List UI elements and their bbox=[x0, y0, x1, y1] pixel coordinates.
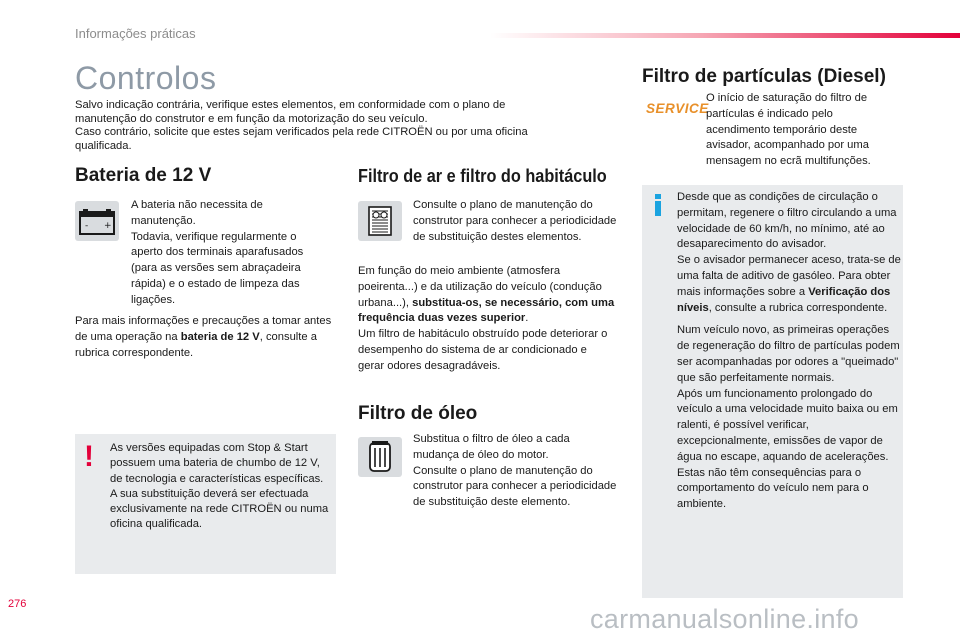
page-number: 276 bbox=[8, 598, 27, 610]
info-paragraph bbox=[677, 253, 901, 316]
battery-more-info bbox=[75, 314, 337, 361]
intro-line: Salvo indicação contrária, verifique estes elementos, em conformidade com o plano de bbox=[75, 99, 506, 111]
car-battery-icon bbox=[75, 201, 119, 241]
air-filter-heading: Filtro de ar e filtro do habitáculo bbox=[358, 165, 607, 186]
air-filter-paragraph: Um filtro de habitáculo obstruído pode deteriorar o desempenho do sistema de ar condicionado e gerar odores desagradáveis. bbox=[358, 328, 608, 372]
info-paragraph: Desde que as condições de circulação o permitam, regenere o filtro circulando a uma velocidade de 60 km/h, no mínimo, até ao desaparecimento do avisador. bbox=[677, 191, 897, 251]
battery-paragraph: A bateria não necessita de manutenção. bbox=[131, 199, 263, 227]
info-paragraph: Num veículo novo, as primeiras operações de regeneração do filtro de partículas podem ser acompanhadas por odores a "queimado" que são perfeitamente normais. bbox=[677, 324, 900, 384]
air-filter-icon bbox=[358, 201, 402, 241]
info-paragraph: Após um funcionamento prolongado do veículo a uma velocidade muito baixa ou em ralenti, é possível verificar, excepcionalmente, emissões de vapor de água no escape, aquando de acelerações. Estas não têm consequências para o comportamento do veículo nem para o ambiente. bbox=[677, 387, 898, 511]
battery-warning-box bbox=[75, 434, 336, 574]
air-filter-text1: Consulte o plano de manutenção do construtor para conhecer a periodicidade de substituição destes elementos. bbox=[413, 199, 617, 243]
battery-more-bold: bateria de 12 V bbox=[180, 330, 260, 343]
oil-filter-paragraph: Substitua o filtro de óleo a cada mudança de óleo do motor. bbox=[413, 433, 570, 461]
info-text-span: Se o avisador permanecer aceso, trata-se de uma falta de aditivo de gasóleo. Para obter mais informações sobre a bbox=[677, 254, 901, 298]
header-accent-bar bbox=[490, 33, 960, 38]
intro-line: qualificada. bbox=[75, 139, 132, 152]
air-filter-text: Em função do meio ambiente (atmosfera poeirenta...) e da utilização do veículo (condução urbana...), bbox=[358, 265, 602, 309]
warning-paragraph: A sua substituição deverá ser efectuada exclusivamente na rede CITROËN ou numa oficina qualificada. bbox=[110, 487, 329, 531]
battery-more-text: Para mais informações e precauções a tomar antes de uma operação na bbox=[75, 315, 332, 343]
service-warning-icon: SERVICE bbox=[646, 101, 709, 116]
page-title: Controlos bbox=[75, 60, 217, 96]
intro-text bbox=[75, 99, 595, 153]
oil-filter-text bbox=[413, 432, 618, 511]
info-text-bold: Verificação dos níveis bbox=[677, 285, 891, 314]
intro-line: manutenção do construtor e em função da motorização do seu veículo. bbox=[75, 112, 428, 125]
svg-text:-: - bbox=[85, 221, 89, 231]
warning-paragraph: As versões equipadas com Stop & Start possuem uma bateria de chumbo de 12 V, de tecnologia e características específicas. bbox=[110, 442, 324, 485]
oil-filter-paragraph: Consulte o plano de manutenção do construtor para conhecer a periodicidade de substituição deste elemento. bbox=[413, 464, 617, 509]
particle-filter-heading: Filtro de partículas (Diesel) bbox=[642, 66, 886, 87]
battery-heading: Bateria de 12 V bbox=[75, 165, 212, 186]
oil-filter-heading: Filtro de óleo bbox=[358, 403, 478, 424]
info-icon bbox=[653, 194, 663, 221]
air-filter-text2 bbox=[358, 264, 616, 375]
warning-exclamation-icon: ! bbox=[84, 440, 94, 473]
header-section-title: Informações práticas bbox=[75, 26, 196, 41]
battery-warning-text bbox=[110, 441, 332, 533]
info-text bbox=[677, 190, 901, 513]
battery-more-text: , consulte a rubrica correspondente. bbox=[75, 330, 317, 359]
particle-filter-text: O início de saturação do filtro de partículas é indicado pelo acendimento temporário deste avisador, acompanhado por uma mensagem no ecrã multifunções. bbox=[706, 92, 871, 168]
info-text-span: , consulte a rubrica correspondente. bbox=[708, 301, 888, 314]
watermark-text: carmanualsonline.info bbox=[590, 604, 859, 634]
air-filter-text: . bbox=[525, 312, 529, 325]
air-filter-bold: substitua-os, se necessário, com uma frequência duas vezes superior bbox=[358, 296, 615, 325]
particle-filter-info-box bbox=[642, 185, 903, 598]
battery-paragraph: Todavia, verifique regularmente o aperto dos terminais aparafusados (para as versões sem abraçadeira rápida) e o estado de limpeza das ligações. bbox=[131, 230, 304, 306]
battery-text bbox=[131, 198, 326, 309]
oil-filter-icon bbox=[358, 437, 402, 477]
intro-line: Caso contrário, solicite que estes sejam verificados pela rede CITROËN ou por uma oficina bbox=[75, 126, 528, 138]
svg-text:+: + bbox=[104, 221, 112, 231]
